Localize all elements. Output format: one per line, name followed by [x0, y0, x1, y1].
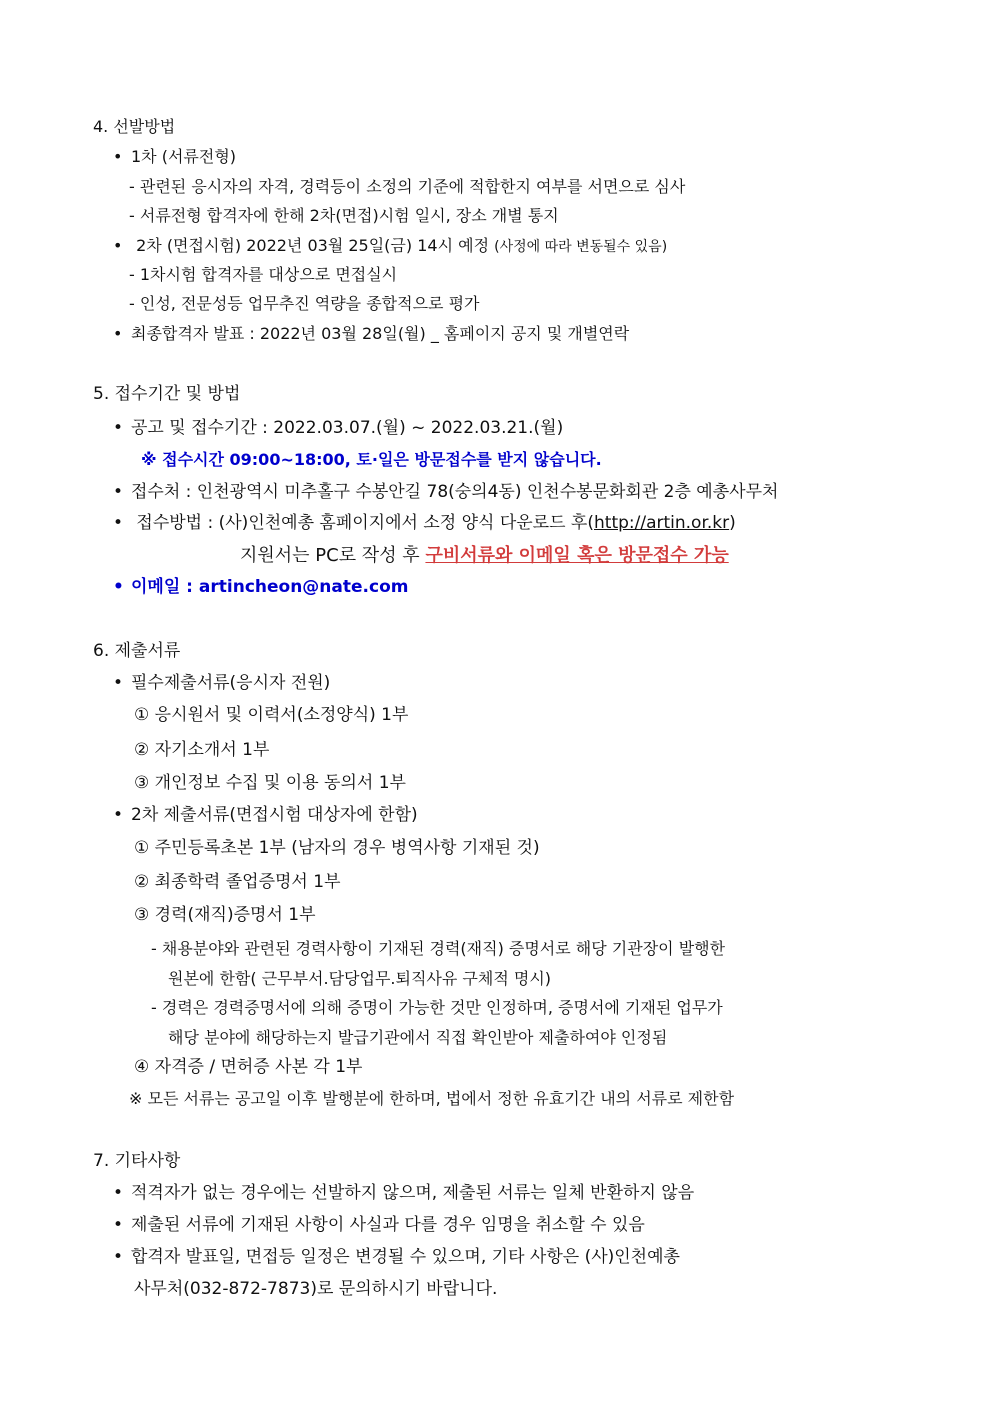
s6-note: ※ 모든 서류는 공고일 이후 발행분에 한하며, 법에서 정한 유효기간 내의 서류로 제한함: [129, 1089, 735, 1108]
s4-b2-text: 2차 (면접시험) 2022년 03월 25일(금) 14시 예정: [136, 236, 490, 255]
s6-b1-item-3: ③ 개인정보 수집 및 이용 동의서 1부: [134, 773, 406, 793]
s6-b2-i3-detail-1b: 원본에 한함( 근무부서.담당업무.퇴직사유 구체적 명시): [168, 969, 552, 988]
s5-b3-prefix: 접수방법 : (사)인천예총 홈페이지에서 소정 양식 다운로드 후(: [136, 513, 594, 533]
s4-b2-detail-1: - 1차시험 합격자를 대상으로 면접실시: [129, 265, 398, 284]
section-6-heading: 6. 제출서류: [93, 641, 181, 661]
s4-b1-detail-2: - 서류전형 합격자에 한해 2차(면접)시험 일시, 장소 개별 통지: [129, 206, 559, 225]
s6-b1-item-2: ② 자기소개서 1부: [134, 740, 270, 760]
s6-b2-item-4: ④ 자격증 / 면허증 사본 각 1부: [134, 1057, 363, 1077]
s5-bullet-email[interactable]: • 이메일 : artincheon@nate.com: [113, 577, 408, 597]
s6-b2-item-3: ③ 경력(재직)증명서 1부: [134, 905, 316, 925]
s4-bullet-2: [113, 236, 667, 256]
s4-bullet-1: • 1차 (서류전형): [113, 147, 236, 166]
s7-bullet-3-cont: 사무처(032-872-7873)로 문의하시기 바랍니다.: [134, 1279, 498, 1299]
s7-bullet-2: • 제출된 서류에 기재된 사항이 사실과 다를 경우 임명을 취소할 수 있음: [113, 1215, 645, 1235]
s5-b3-line2-prefix: 지원서는 PC로 작성 후: [240, 545, 420, 566]
section-7-heading: 7. 기타사항: [93, 1151, 181, 1171]
s6-b2-i3-detail-2b: 해당 분야에 해당하는지 발급기관에서 직접 확인받아 제출하여야 인정됨: [168, 1028, 668, 1047]
s6-b2-item-1: ① 주민등록초본 1부 (남자의 경우 병역사항 기재된 것): [134, 838, 540, 858]
s5-notice: ※ 접수시간 09:00~18:00, 토·일은 방문접수를 받지 않습니다.: [141, 450, 602, 469]
s6-bullet-2: • 2차 제출서류(면접시험 대상자에 한함): [113, 805, 418, 825]
s4-b2-detail-2: - 인성, 전문성등 업무추진 역량을 종합적으로 평가: [129, 294, 480, 313]
s7-bullet-3: • 합격자 발표일, 면접등 일정은 변경될 수 있으며, 기타 사항은 (사)인천예총: [113, 1247, 680, 1267]
section-5-heading: 5. 접수기간 및 방법: [93, 384, 241, 404]
s4-b2-note: (사정에 따라 변동될수 있음): [494, 239, 668, 255]
s6-b2-item-2: ② 최종학력 졸업증명서 1부: [134, 872, 341, 892]
s6-b2-i3-detail-2a: - 경력은 경력증명서에 의해 증명이 가능한 것만 인정하며, 증명서에 기재된 업무가: [151, 998, 723, 1017]
s5-bullet-1: • 공고 및 접수기간 : 2022.03.07.(월) ~ 2022.03.21.(월): [113, 418, 563, 438]
artin-homepage-link[interactable]: http://artin.or.kr: [594, 513, 730, 533]
s4-bullet-3: • 최종합격자 발표 : 2022년 03월 28일(월) _ 홈페이지 공지 및 개별연락: [113, 324, 629, 343]
s5-b3-suffix: ): [729, 513, 736, 533]
s7-bullet-1: • 적격자가 없는 경우에는 선발하지 않으며, 제출된 서류는 일체 반환하지 않음: [113, 1183, 694, 1203]
s5-bullet-2: • 접수처 : 인천광역시 미추홀구 수봉안길 78(숭의4동) 인천수봉문화회관 2층 예총사무처: [113, 482, 778, 502]
s5-b3-line2: [240, 545, 729, 567]
s5-bullet-3: [113, 513, 736, 533]
s6-bullet-1: • 필수제출서류(응시자 전원): [113, 673, 330, 693]
s6-b1-item-1: ① 응시원서 및 이력서(소정양식) 1부: [134, 705, 409, 725]
s6-b2-i3-detail-1a: - 채용분야와 관련된 경력사항이 기재된 경력(재직) 증명서로 해당 기관장이 발행한: [151, 939, 726, 958]
s4-b1-detail-1: - 관련된 응시자의 자격, 경력등이 소정의 기준에 적합한지 여부를 서면으로 심사: [129, 177, 686, 196]
s5-b3-line2-emphasis: 구비서류와 이메일 혹은 방문접수 가능: [425, 545, 729, 566]
section-4-heading: 4. 선발방법: [93, 117, 176, 136]
